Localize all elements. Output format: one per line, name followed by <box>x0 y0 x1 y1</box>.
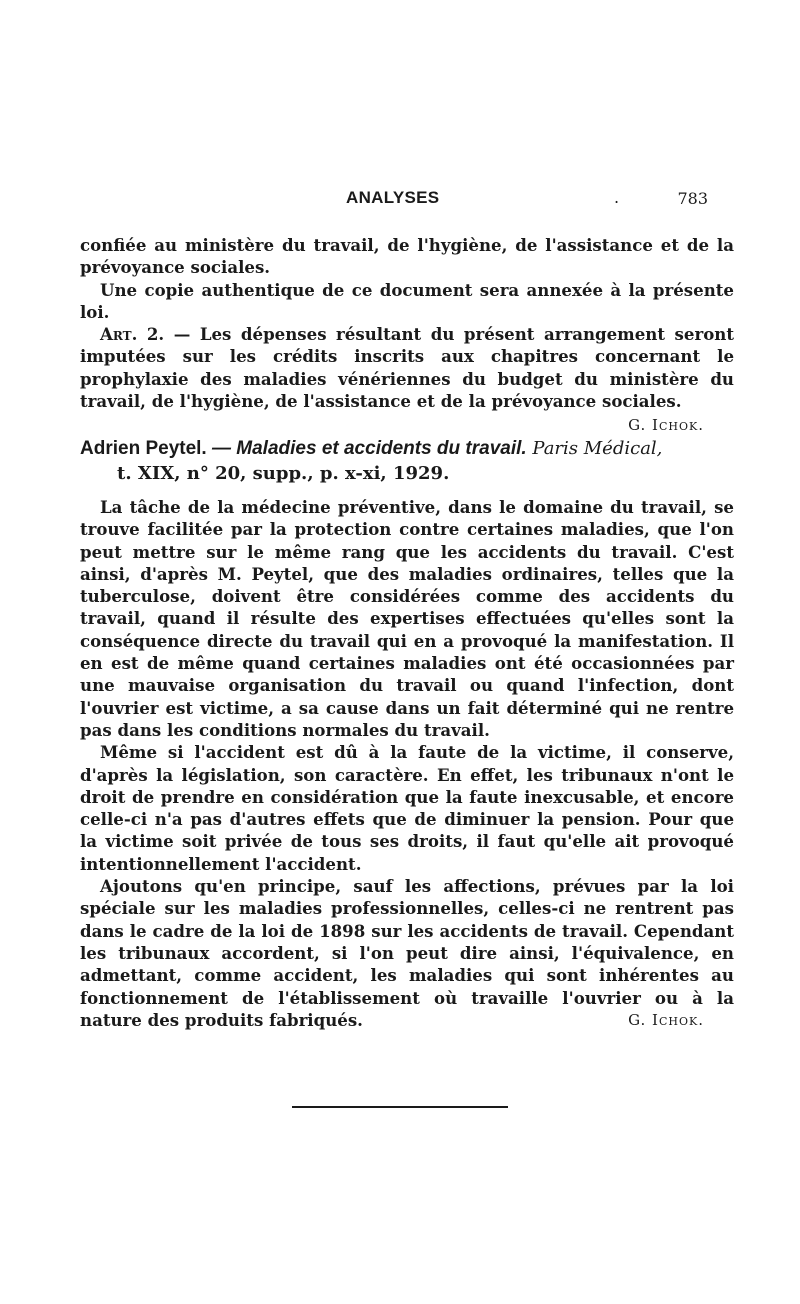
end-rule <box>292 1106 508 1108</box>
running-head <box>0 188 800 212</box>
review-reference: t. XIX, n° 20, supp., p. x-xi, 1929. <box>117 463 450 484</box>
page-number: 783 <box>677 189 708 208</box>
previous-article-signature: G. Ichok. <box>628 416 704 435</box>
running-title: ANALYSES <box>346 188 440 207</box>
header-separator: . <box>614 188 620 207</box>
art-label: Art. 2. <box>100 324 165 345</box>
review-title: Maladies et accidents du travail. <box>236 438 527 459</box>
review-paragraph <box>80 875 734 1031</box>
previous-article-copy: Une copie authentique de ce document sera annexée à la présente loi. <box>80 279 734 322</box>
previous-article-line: confiée au ministère du travail, de l'hygiène, de l'assistance et de la prévoyance sociales. <box>80 235 734 278</box>
review-signature: G. Ichok. <box>628 1010 704 1029</box>
previous-article-art2 <box>80 323 734 412</box>
review-paragraph: La tâche de la médecine préventive, dans le domaine du travail, se trouve facilitée par la protection contre certaines maladies, que l'on peut mettre sur le même rang que les accidents du travail. C'est ainsi, d'après M. Peytel, que des maladies ordinaires, telles que la tuberculose, doivent être considérées comme des accidents du travail, quand il résulte des expertises effectuées qu'elles sont la conséquence directe du travail qui en a provoqué la manifestation. Il en est de même quand certaines maladies ont été occasionnées par une mauvaise organisation du travail ou quand l'infection, dont l'ouvrier est victime, a sa cause dans un fait déterminé qui ne rentre pas dans les conditions normales du travail. <box>80 497 734 740</box>
previous-article <box>80 234 734 437</box>
review-paragraph: Même si l'accident est dû à la faute de la victime, il conserve, d'après la législation, son caractère. En effet, les tribunaux n'ont le droit de prendre en considération que la faute inexcusable, et encore celle-ci n'a pas d'autres effets que de diminuer la pension. Pour que la victime soit privée de tous ses droits, il faut qu'elle ait provoqué intentionnellement l'accident. <box>80 742 734 874</box>
review-dash: — <box>206 438 237 459</box>
review-paragraph-text: Ajoutons qu'en principe, sauf les affections, prévues par la loi spéciale sur les maladies professionnelles, celles-ci ne rentrent pas dans le cadre de la loi de 1898 sur les accidents de travail. Cependant les tribunaux accordent, si l'on peut dire ainsi, l'équivalence, en admettant, comme accident, les maladies qui sont inhérentes au fonctionnement de l'établissement où travaille l'ouvrier ou à la nature des produits fabriqués. <box>80 876 734 1030</box>
art-text: — Les dépenses résultant du présent arrangement seront imputées sur les crédits inscrits aux chapitres concernant le prophylaxie des maladies vénériennes du budget du ministère du travail, de l'hygiène, de l'assistance et de la prévoyance sociales. <box>80 324 734 412</box>
review-journal: Paris Médical, <box>526 438 663 459</box>
review-heading <box>80 436 740 486</box>
review-body <box>80 496 734 1031</box>
review-author: Adrien Peytel. <box>80 438 207 459</box>
